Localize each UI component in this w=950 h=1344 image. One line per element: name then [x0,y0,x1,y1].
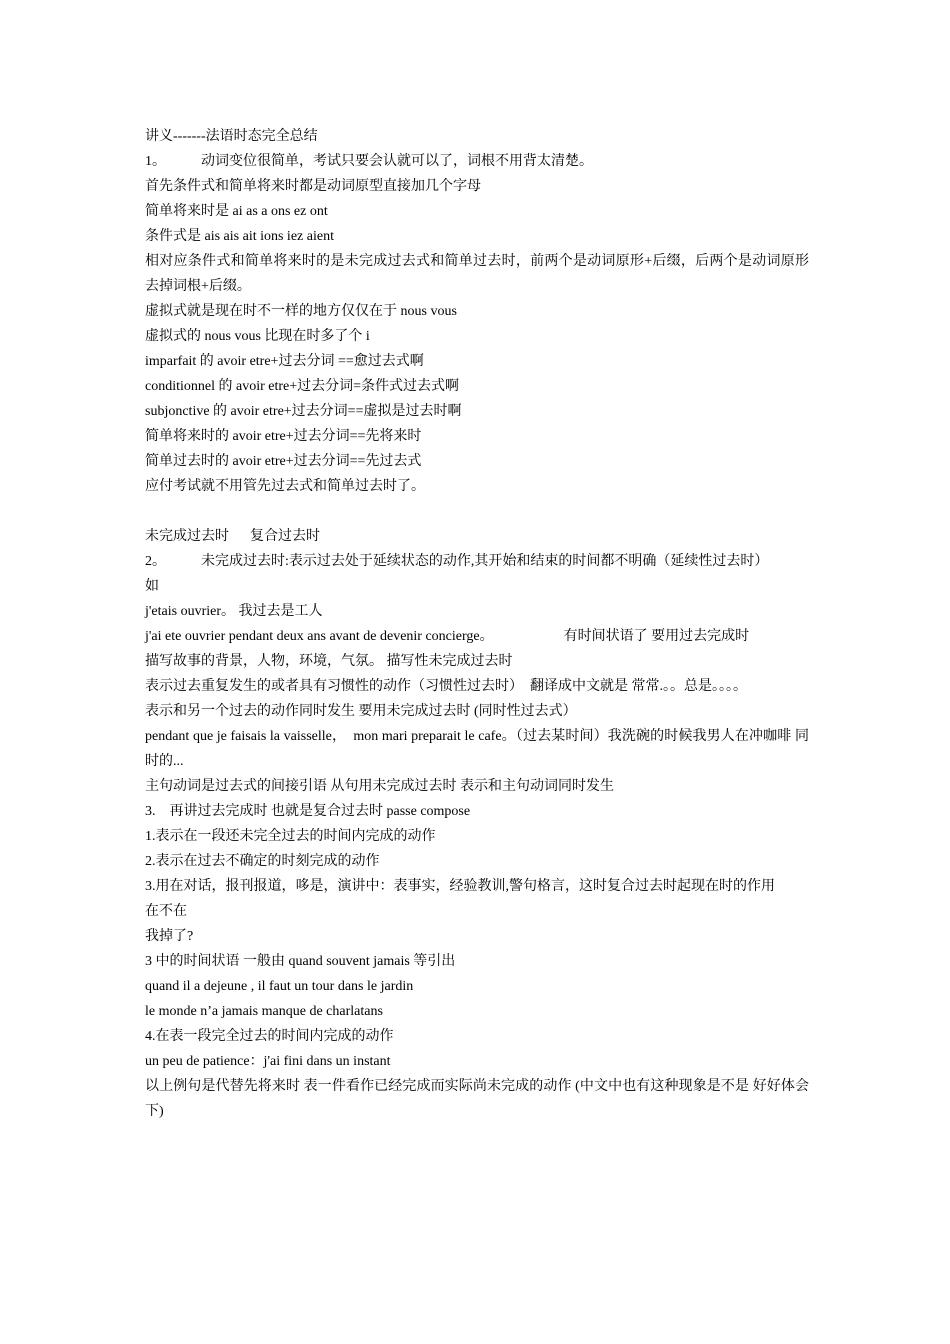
text-line: 我掉了? [145,929,194,944]
document-title: 讲义-------法语时态完全总结 [145,129,318,144]
text-line: 应付考试就不用管先过去式和简单过去时了。 [145,479,425,494]
text-line: conditionnel 的 avoir etre+过去分词=条件式过去式啊 [145,379,460,394]
text-line: 虚拟式的 nous vous 比现在时多了个 i [145,329,370,344]
document-body [145,124,809,1124]
text-line: 相对应条件式和简单将来时的是未完成过去式和简单过去时，前两个是动词原形+后缀，后两个是动词原形去掉词根+后缀。 [145,254,809,294]
text-line: 主句动词是过去式的间接引语 从句用未完成过去时 表示和主句动词同时发生 [145,779,614,794]
text-line: 描写故事的背景，人物，环境，气氛。 描写性未完成过去时 [145,654,513,669]
text-line: 表示过去重复发生的或者具有习惯性的动作（习惯性过去时） 翻译成中文就是 常常.。。总是。。。。 [145,679,747,694]
text-line: 虚拟式就是现在时不一样的地方仅仅在于 nous vous [145,304,457,319]
text-line: pendant que je faisais la vaisselle， mon mari preparait le cafe。（过去某时间）我洗碗的时候我男人在冲咖啡 同时的... [145,729,809,769]
text-line: 在不在 [145,904,187,919]
text-line: 表示和另一个过去的动作同时发生 要用未完成过去时 (同时性过去式） [145,704,577,719]
text-line: j'etais ouvrier。 我过去是工人 [145,604,323,619]
text-line: le monde n’a jamais manque de charlatans [145,1004,383,1019]
text-line: 条件式是 ais ais ait ions iez aient [145,229,334,244]
text-line: 首先条件式和简单将来时都是动词原型直接加几个字母 [145,179,481,194]
text-line: 3.用在对话，报刊报道，哆是，演讲中：表事实，经验教训,警句格言，这时复合过去时起现在时的作用 [145,879,775,894]
text-line: 3 中的时间状语 一般由 quand souvent jamais 等引出 [145,954,456,969]
text-line: 简单过去时的 avoir etre+过去分词==先过去式 [145,454,422,469]
text-line: 如 [145,579,159,594]
text-line: 简单将来时是 ai as a ons ez ont [145,204,328,219]
text-line: subjonctive 的 avoir etre+过去分词==虚拟是过去时啊 [145,404,462,419]
text-line: 1.表示在一段还未完全过去的时间内完成的动作 [145,829,436,844]
text-line: un peu de patience：j'ai fini dans un instant [145,1054,391,1069]
text-line: 简单将来时的 avoir etre+过去分词==先将来时 [145,429,422,444]
text-line: 以上例句是代替先将来时 表一件看作已经完成而实际尚未完成的动作 (中文中也有这种现象是不是 好好体会下) [145,1079,809,1119]
section-heading: 未完成过去时 复合过去时 [145,529,320,544]
text-line: quand il a dejeune , il faut un tour dans le jardin [145,979,414,994]
text-line: j'ai ete ouvrier pendant deux ans avant de devenir concierge。 有时间状语了 要用过去完成时 [145,629,750,644]
text-line: 4.在表一段完全过去的时间内完成的动作 [145,1029,394,1044]
text-line: imparfait 的 avoir etre+过去分词 ==愈过去式啊 [145,354,424,369]
text-line: 2.表示在过去不确定的时刻完成的动作 [145,854,380,869]
text-line: 3. 再讲过去完成时 也就是复合过去时 passe compose [145,804,471,819]
blank-line [145,499,809,524]
text-line: 2。 未完成过去时:表示过去处于延续状态的动作,其开始和结束的时间都不明确（延续性过去时） [145,554,769,569]
text-line: 1。 动词变位很简单，考试只要会认就可以了，词根不用背太清楚。 [145,154,593,169]
